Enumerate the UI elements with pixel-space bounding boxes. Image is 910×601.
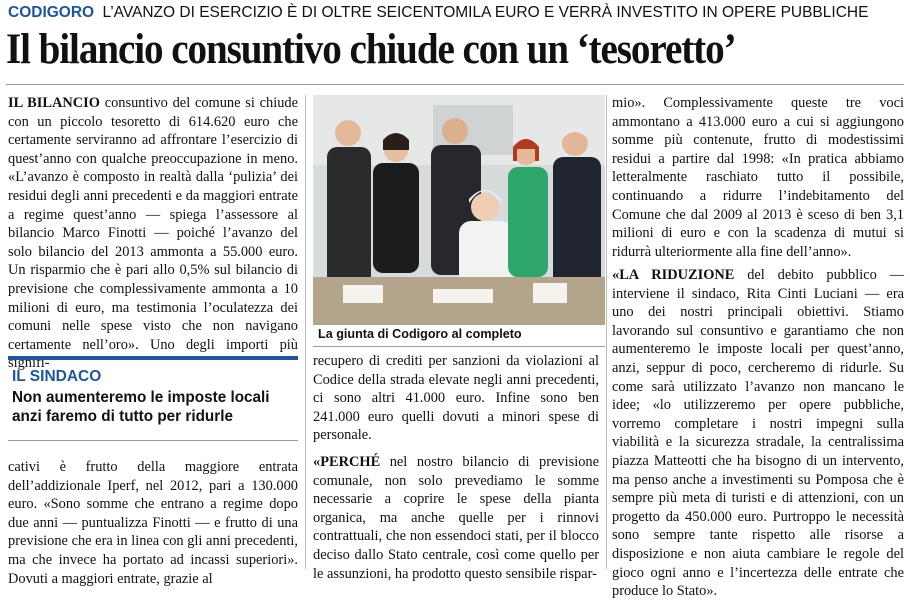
col3-lead: «LA RIDUZIONE	[612, 267, 735, 283]
kicker	[8, 4, 904, 22]
article-column-2-cont	[313, 453, 599, 583]
box-title: Non aumenteremo le imposte locali anzi faremo di tutto per ridurle	[12, 389, 270, 425]
headline: Il bilancio consuntivo chiude con un ‘tesoretto’	[6, 26, 736, 73]
column-divider-2	[606, 95, 607, 569]
kicker-text: L’AVANZO DI ESERCIZIO È DI OLTRE SEICENTOMILA EURO E VERRÀ INVESTITO IN OPERE PUBBLICHE	[102, 4, 869, 21]
headline-rule	[6, 84, 904, 85]
photo-caption: La giunta di Codigoro al completo	[318, 327, 522, 341]
photo-giunta	[313, 95, 605, 325]
col2-text: recupero di crediti per sanzioni da violazioni al Codice della strada elevate negli anni precedenti, ci sono altri 41.000 euro. Infine sono ben 241.000 euro quelli dovuti a minori spese di personale.	[313, 353, 599, 444]
article-column-1	[8, 94, 298, 373]
box-tag: IL SINDACO	[12, 368, 102, 385]
box-rule	[8, 440, 298, 441]
article-column-2	[313, 352, 599, 445]
article-column-3	[612, 94, 904, 261]
col3-text2: del debito pubblico — interviene il sindaco, Rita Cinti Luciani — era uno dei nostri principali obiettivi. Stiamo lavorando sul consuntivo e garantiamo che non aumenteremo le imposte locali per quest’anno, anzi, seppur di poco, cercheremo di ridurle. Su come sarà utilizzato l’avanzo non mancano le idee; «lo utilizzeremo per opere pubbliche, vorremo completare i nostri impegni sulla viabilità e la sicurezza stradale, la centralissima piazza Matteotti che ha bisogno di un intervento, ma penso anche a investimenti su Pomposa che è sempre più meta di turisti e di attenzioni, con un progetto da 450.000 euro. Purtroppo le necessità sono sempre tante rispetto alle risorse a disposizione e non aiuta cambiare le regole del gioco ogni anno e l’incertezza delle entrate che produce lo Stato».	[612, 267, 904, 600]
col1-lead: IL BILANCIO	[8, 95, 100, 111]
caption-rule	[313, 346, 605, 347]
col2-lead: «PERCHÉ	[313, 454, 381, 470]
col1-cont: cativi è frutto della maggiore entrata dell’addizionale Iperf, nel 2012, pari a 130.000 euro. «Sono somme che entrano a regime dopo due anni — puntualizza Finotti — e frutto di una previsione che era in linea con gli anni precedenti, ma che invece ha portato ad incassi superiori». Dovuti a maggiori entrate, grazie al	[8, 459, 298, 587]
photo-illustration	[313, 95, 605, 325]
col3-text: mio». Complessivamente queste tre voci ammontano a 413.000 euro a cui si aggiungono somme più contenute, frutto di modestissimi residui a partire dal 1998: «In pratica abbiamo letteralmente raschiato tutto il possibile, continuando a ridurre l’indebitamento del Comune che dal 2009 al 2013 è sceso di ben 3,1 milioni di euro e con la scadenza di mutui si ridurrà ulteriormente alla fine dell’anno».	[612, 95, 904, 260]
sindaco-box	[8, 356, 298, 444]
column-divider-1	[305, 95, 306, 569]
col1-text: consuntivo del comune si chiude con un piccolo tesoretto di 614.620 euro che certamente serviranno ad affrontare l’esercizio di quest’anno con qualche preoccupazione in meno. «L’avanzo è composto in realtà dalla ‘pulizia’ dei residui degli anni precedenti e da maggiori entrate a regime quest’anno — spiega l’assessore al bilancio Marco Finotti — poiché l’avanzo del solo bilancio del 2013 ammonta a 55.000 euro. Un risparmio che è pari allo 0,5% sul bilancio di previsione che complessivamente ammonta a 10 milioni di euro, ma testimonia l’oculatezza dei comuni nelle spese visto che non navigano certamente nell’oro». Uno degli importi più signifi-	[8, 95, 298, 372]
col2-text2: nel nostro bilancio di previsione comunale, non solo prevediamo le somme necessarie a coprire le spese della pianta organica, ma anche quelle per i rinnovi contrattuali, che non essendoci stati, per il blocco deciso dallo Stato centrale, così come quello per le assunzioni, ha prodotto questo sensibile rispar-	[313, 454, 599, 582]
kicker-tag: CODIGORO	[8, 4, 95, 21]
article-column-3-cont	[612, 266, 904, 601]
article-column-1-cont	[8, 458, 298, 588]
